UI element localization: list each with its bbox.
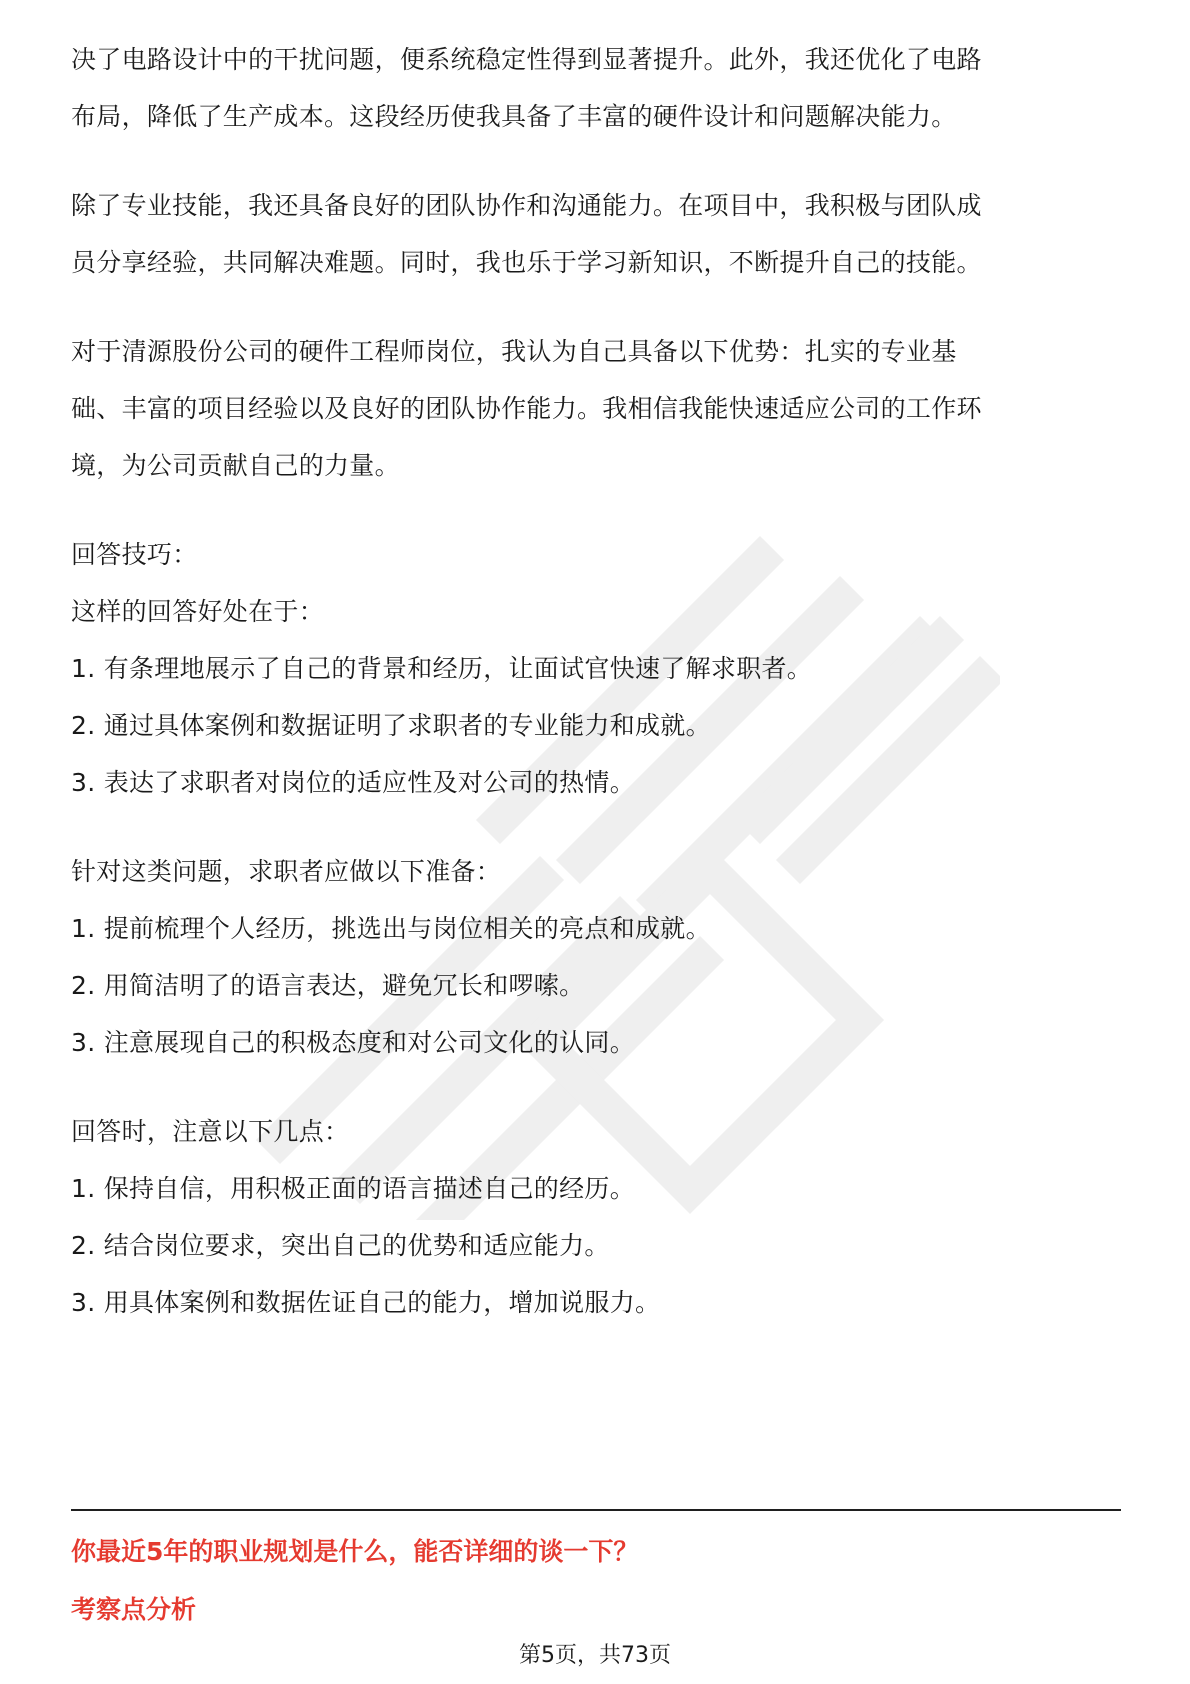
prep-intro: 针对这类问题，求职者应做以下准备：	[71, 857, 502, 886]
text-line: 员分享经验，共同解决难题。同时，我也乐于学习新知识，不断提升自己的技能。	[71, 248, 982, 277]
tips-heading: 回答技巧：	[71, 540, 198, 569]
list-item: 1. 提前梳理个人经历，挑选出与岗位相关的亮点和成就。	[71, 914, 711, 943]
list-item: 2. 通过具体案例和数据证明了求职者的专业能力和成就。	[71, 711, 711, 740]
next-question-heading: 你最近5年的职业规划是什么，能否详细的谈一下？	[71, 1537, 639, 1566]
section-answer-tips	[71, 539, 1121, 798]
list-item: 1. 有条理地展示了自己的背景和经历，让面试官快速了解求职者。	[71, 654, 813, 683]
text-line: 境，为公司贡献自己的力量。	[71, 451, 400, 480]
list-item: 2. 结合岗位要求，突出自己的优势和适应能力。	[71, 1231, 610, 1260]
page-number-footer: 第5页，共73页	[519, 1643, 671, 1668]
list-item: 3. 注意展现自己的积极态度和对公司文化的认同。	[71, 1028, 636, 1057]
text-line: 决了电路设计中的干扰问题，便系统稳定性得到显著提升。此外，我还优化了电路	[71, 45, 982, 74]
analysis-heading: 考察点分析	[71, 1595, 197, 1624]
section-divider	[71, 1509, 1121, 1511]
list-item: 1. 保持自信，用积极正面的语言描述自己的经历。	[71, 1174, 636, 1203]
main-content	[71, 44, 1121, 1318]
text-line: 对于清源股份公司的硬件工程师岗位，我认为自己具备以下优势：扎实的专业基	[71, 337, 957, 366]
notes-intro: 回答时，注意以下几点：	[71, 1117, 350, 1146]
text-line: 除了专业技能，我还具备良好的团队协作和沟通能力。在项目中，我积极与团队成	[71, 191, 982, 220]
paragraph-experience	[71, 44, 1121, 132]
text-line: 础、丰富的项目经验以及良好的团队协作能力。我相信我能快速适应公司的工作环	[71, 394, 982, 423]
tips-intro: 这样的回答好处在于：	[71, 597, 325, 626]
paragraph-teamwork	[71, 190, 1121, 278]
section-answer-notes	[71, 1116, 1121, 1318]
text-line: 布局，降低了生产成本。这段经历使我具备了丰富的硬件设计和问题解决能力。	[71, 102, 957, 131]
list-item: 3. 用具体案例和数据佐证自己的能力，增加说服力。	[71, 1288, 661, 1317]
list-item: 3. 表达了求职者对岗位的适应性及对公司的热情。	[71, 768, 636, 797]
paragraph-advantages	[71, 336, 1121, 481]
list-item: 2. 用简洁明了的语言表达，避免冗长和啰嗦。	[71, 971, 585, 1000]
section-preparation	[71, 856, 1121, 1058]
